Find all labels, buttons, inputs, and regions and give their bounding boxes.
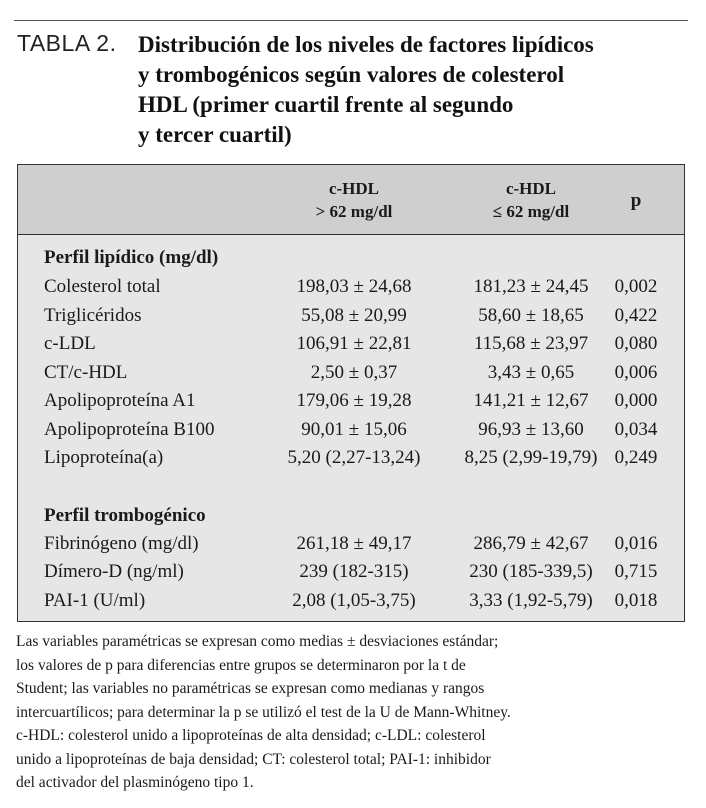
title-line-2: y trombogénicos según valores de colesterol xyxy=(138,62,565,87)
title-line-3: HDL (primer cuartil frente al segundo xyxy=(138,92,514,117)
data-table xyxy=(17,164,685,622)
table-row: Colesterol total 198,03 ± 24,68 181,23 ± 24,45 0,002 xyxy=(44,276,658,297)
table-row: Apolipoproteína B100 90,01 ± 15,06 96,93 ± 13,60 0,034 xyxy=(44,419,658,440)
table-row: Triglicéridos 55,08 ± 20,99 58,60 ± 18,65 0,422 xyxy=(44,305,658,326)
section-title-thrombogenic: Perfil trombogénico xyxy=(44,505,206,526)
header-col-hdl-low: c-HDL ≤ 62 mg/dl xyxy=(492,179,570,221)
top-rule xyxy=(14,20,688,21)
table-header xyxy=(18,165,684,235)
section-title-lipid: Perfil lipídico (mg/dl) xyxy=(44,247,219,268)
header-col-hdl-high: c-HDL > 62 mg/dl xyxy=(315,179,393,221)
table-row: Dímero-D (ng/ml) 239 (182-315) 230 (185-339,5) 0,715 xyxy=(44,561,658,582)
table-row: CT/c-HDL 2,50 ± 0,37 3,43 ± 0,65 0,006 xyxy=(44,362,658,383)
table-row: PAI-1 (U/ml) 2,08 (1,05-3,75) 3,33 (1,92-5,79) 0,018 xyxy=(44,590,658,611)
table-row: Fibrinógeno (mg/dl) 261,18 ± 49,17 286,79 ± 42,67 0,016 xyxy=(44,533,658,554)
table-row: c-LDL 106,91 ± 22,81 115,68 ± 23,97 0,080 xyxy=(44,333,658,354)
table-label: TABLA 2. xyxy=(17,30,117,56)
table-row: Apolipoproteína A1 179,06 ± 19,28 141,21 ± 12,67 0,000 xyxy=(44,390,658,411)
table-footnote: Las variables paramétricas se expresan como medias ± desviaciones estándar; los valores de p para diferencias entre grupos se determinaron por la t de Student; las variables no paramétricas se expresan como medianas y rangos intercuartílicos; para determinar la p se utilizó el test de la U de Mann-Whitney. c-HDL: colesterol unido a lipoproteínas de alta densidad; c-LDL: colesterol unido a lipoproteínas de baja densidad; CT: colesterol total; PAI-1: inhibidor del activador del plasminógeno tipo 1. xyxy=(16,633,511,791)
table-row: Lipoproteína(a) 5,20 (2,27-13,24) 8,25 (2,99-19,79) 0,249 xyxy=(44,447,658,468)
table-title xyxy=(138,30,698,150)
header-col-p: p xyxy=(630,190,642,211)
title-line-1: Distribución de los niveles de factores lipídicos xyxy=(138,32,594,57)
title-line-4: y tercer cuartil) xyxy=(138,122,292,147)
